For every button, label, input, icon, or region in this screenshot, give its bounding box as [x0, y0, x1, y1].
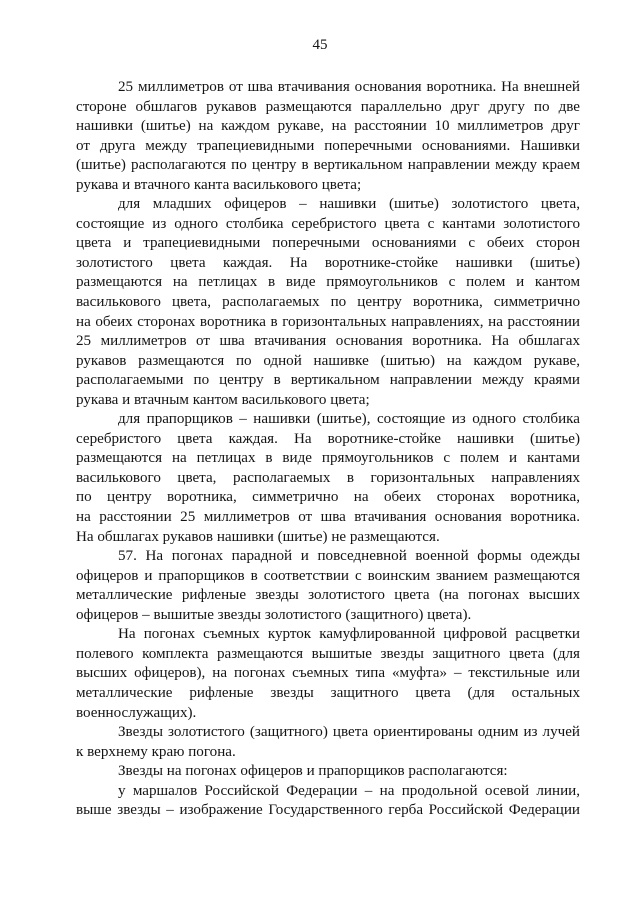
text-line: рукава и втачного канта василькового цвета; [76, 176, 362, 193]
text-line: полевого комплекта размещаются вышитые звезды защитного цвета (для [76, 645, 580, 662]
text-line: высших офицеров), на погонах съемных типа «муфта» – текстильные или [76, 665, 580, 682]
text-line: на обеих сторонах воротника в горизонтальных направлениях, на расстоянии [76, 313, 580, 330]
text-line: металлические рифленые звезды защитного цвета (для остальных [76, 684, 580, 701]
text-line: размещаются на петлицах в виде прямоугольников с полем и кантом [76, 274, 580, 291]
text-line: располагаемыми по центру в вертикальном направлении между краями [76, 372, 580, 389]
paragraph [76, 723, 580, 762]
text-line: рукава и втачным кантом василькового цвета; [76, 391, 370, 408]
text-line: серебристого цвета каждая. На воротнике-стойке нашивки (шитье) [76, 430, 580, 447]
text-line: офицеров – вышитые звезды золотистого (защитного) цвета). [76, 606, 472, 623]
text-line: 25 миллиметров от шва втачивания основания воротника. На внешней [118, 79, 580, 95]
paragraph [76, 195, 580, 410]
text-line: стороне обшлагов рукавов размещаются параллельно друг другу по две [76, 98, 580, 115]
paragraph [76, 782, 580, 821]
text-line: На погонах съемных курток камуфлированной цифровой расцветки [118, 626, 580, 643]
text-line: нашивки (шитье) на каждом рукаве, на расстоянии 10 миллиметров друг [76, 118, 580, 135]
text-line: 25 миллиметров от шва втачивания основания воротника. На обшлагах [76, 333, 580, 350]
text-line: 57. На погонах парадной и повседневной военной формы одежды [118, 548, 580, 565]
text-line: офицеров и прапорщиков в соответствии с воинским званием размещаются [76, 567, 580, 584]
text-line: рукавов размещаются по одной нашивке (шитью) на каждом рукаве, [76, 352, 580, 369]
text-line: у маршалов Российской Федерации – на продольной осевой линии, [118, 782, 580, 799]
text-line: выше звезды – изображение Государственного герба Российской Федерации [76, 802, 580, 819]
text-line: для прапорщиков – нашивки (шитье), состоящие из одного столбика [118, 411, 580, 428]
text-line: золотистого цвета каждая. На воротнике-стойке нашивки (шитье) [76, 254, 580, 271]
text-line: состоящие из одного столбика серебристого цвета с кантами золотистого [76, 215, 580, 232]
text-line: для младших офицеров – нашивки (шитье) золотистого цвета, [118, 196, 580, 213]
paragraph [76, 410, 580, 547]
text-line: военнослужащих). [76, 704, 197, 721]
text-line: На обшлагах рукавов нашивки (шитье) не размещаются. [76, 528, 440, 545]
text-line: размещаются на петлицах в виде прямоугольников с полем и кантами [76, 450, 580, 467]
text-line: от друга между трапециевидными поперечными основаниями. Нашивки [76, 137, 580, 154]
page-number: 45 [312, 37, 328, 53]
paragraph [76, 78, 580, 195]
text-line: к верхнему краю погона. [76, 743, 236, 760]
text-line: цвета и трапециевидными поперечными основаниями с обеих сторон [76, 235, 580, 252]
text-line: Звезды на погонах офицеров и прапорщиков располагаются: [118, 763, 508, 780]
text-line: (шитье) располагаются по центру в вертикальном направлении между краем [76, 157, 580, 174]
text-line: по центру воротника, симметрично на обеих сторонах воротника, [76, 489, 580, 506]
text-line: на расстоянии 25 миллиметров от шва втачивания основания воротника. [76, 509, 580, 526]
document-body [76, 78, 580, 821]
paragraph [76, 625, 580, 723]
text-line: василькового цвета, располагаемых в горизонтальных направлениях [76, 469, 580, 486]
paragraph [76, 547, 580, 625]
paragraph [76, 762, 580, 782]
text-line: Звезды золотистого (защитного) цвета ориентированы одним из лучей [118, 724, 580, 741]
text-line: василькового цвета, располагаемых по центру воротника, симметрично [76, 294, 580, 311]
text-line: металлические рифленые звезды золотистого цвета (на погонах высших [76, 587, 580, 604]
